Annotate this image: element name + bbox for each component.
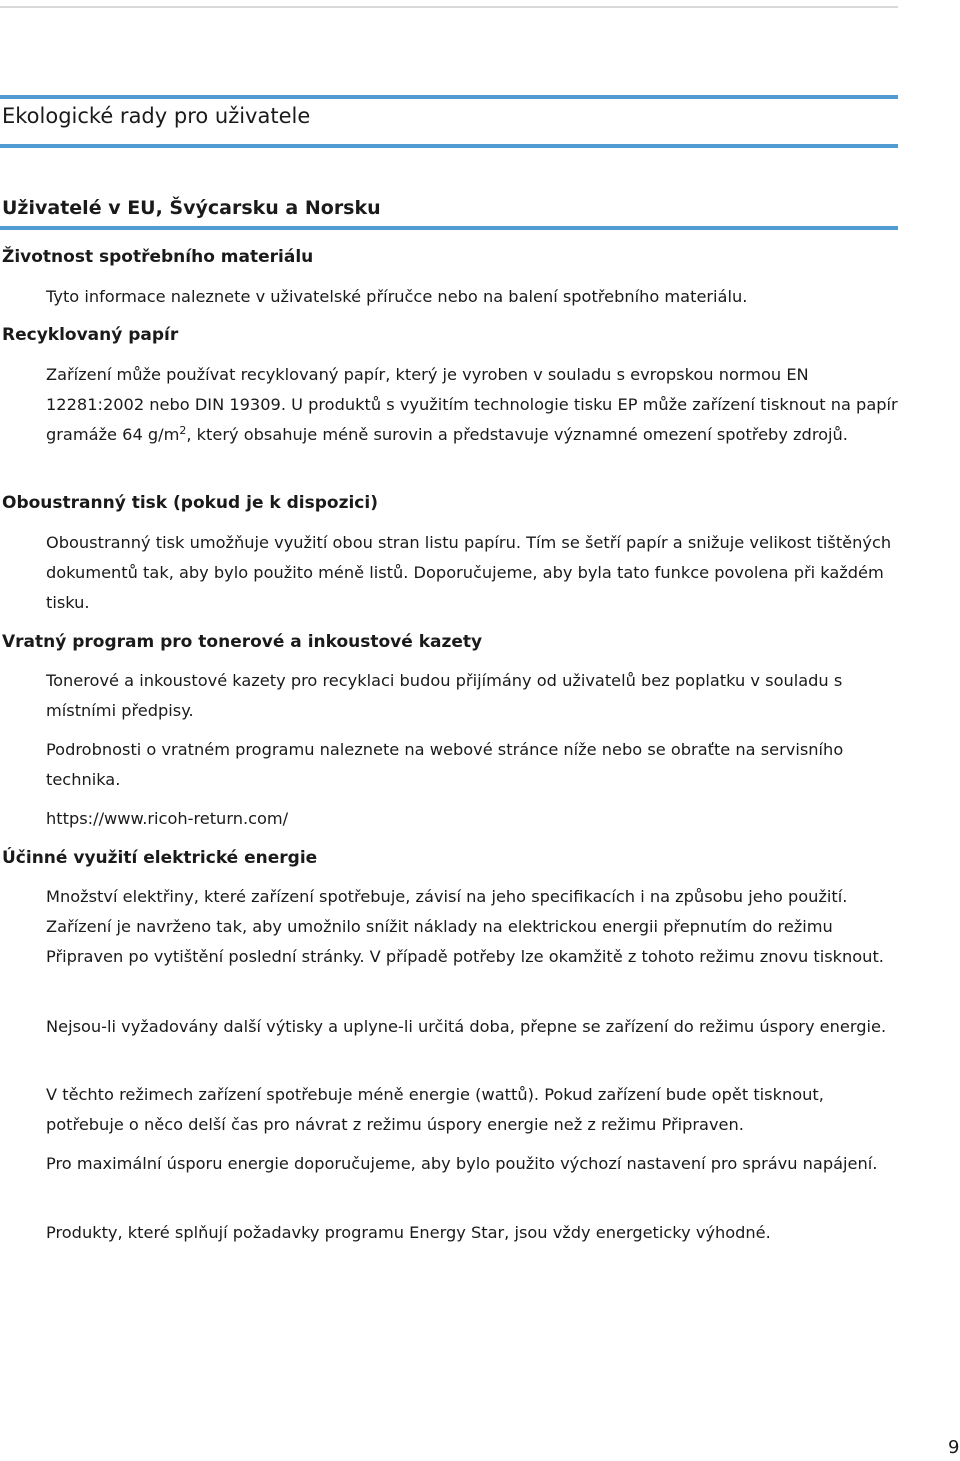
paragraph: Tonerové a inkoustové kazety pro recyklaci budou přijímány od uživatelů bez poplatku v souladu s místními předpisy.	[46, 671, 843, 720]
header-rule	[0, 6, 898, 8]
paragraph: Pro maximální úsporu energie doporučujeme, aby bylo použito výchozí nastavení pro správu napájení.	[46, 1154, 878, 1173]
paragraph-text: Zařízení může používat recyklovaný papír, který je vyroben v souladu s evropskou normou EN 12281:2002 nebo DIN 19309. U produktů s využitím technologie tisku EP může zařízení tisknout na papír gramáže 64 g/m	[46, 365, 898, 444]
section-rule	[0, 226, 898, 230]
section-title: Uživatelé v EU, Švýcarsku a Norsku	[2, 197, 381, 219]
superscript: 2	[179, 424, 187, 437]
paragraph: Podrobnosti o vratném programu naleznete na webové stránce níže nebo se obraťte na servisního technika.	[46, 740, 844, 789]
heading-return-program: Vratný program pro tonerové a inkoustové kazety	[2, 632, 483, 652]
heading-energy-efficiency: Účinné využití elektrické energie	[2, 848, 318, 868]
return-program-url: https://www.ricoh-return.com/	[46, 809, 289, 828]
paragraph: Produkty, které splňují požadavky programu Energy Star, jsou vždy energeticky výhodné.	[46, 1223, 771, 1242]
paragraph: V těchto režimech zařízení spotřebuje méně energie (wattů). Pokud zařízení bude opět tisknout, potřebuje o něco delší čas pro návrat z režimu úspory energie než z režimu Připraven.	[46, 1085, 824, 1134]
paragraph: Tyto informace naleznete v uživatelské příručce nebo na balení spotřebního materiálu.	[46, 287, 748, 306]
page-number: 9	[948, 1437, 960, 1458]
paragraph: Oboustranný tisk umožňuje využití obou stran listu papíru. Tím se šetří papír a snižuje velikost tištěných dokumentů tak, aby bylo použito méně listů. Doporučujeme, aby byla tato funkce povolena při každém tisku.	[46, 533, 892, 612]
paragraph: Nejsou-li vyžadovány další výtisky a uplyne-li určitá doba, přepne se zařízení do režimu úspory energie.	[46, 1017, 887, 1036]
paragraph: Množství elektřiny, které zařízení spotřebuje, závisí na jeho specifikacích i na způsobu jeho použití. Zařízení je navrženo tak, aby umožnilo snížit náklady na elektrickou energii přepnutím do režimu Připraven po vytištění poslední stránky. V případě potřeby lze okamžitě z tohoto režimu znovu tisknout.	[46, 887, 884, 966]
heading-duplex-printing: Oboustranný tisk (pokud je k dispozici)	[2, 493, 378, 513]
heading-consumables-life: Životnost spotřebního materiálu	[2, 247, 314, 267]
paragraph-text: , který obsahuje méně surovin a představuje významné omezení spotřeby zdrojů.	[186, 425, 848, 444]
paragraph-recycled-paper	[46, 360, 906, 450]
chapter-title: Ekologické rady pro uživatele	[2, 104, 311, 128]
chapter-rule-top	[0, 95, 898, 99]
chapter-rule-bottom	[0, 144, 898, 148]
heading-recycled-paper: Recyklovaný papír	[2, 325, 179, 345]
